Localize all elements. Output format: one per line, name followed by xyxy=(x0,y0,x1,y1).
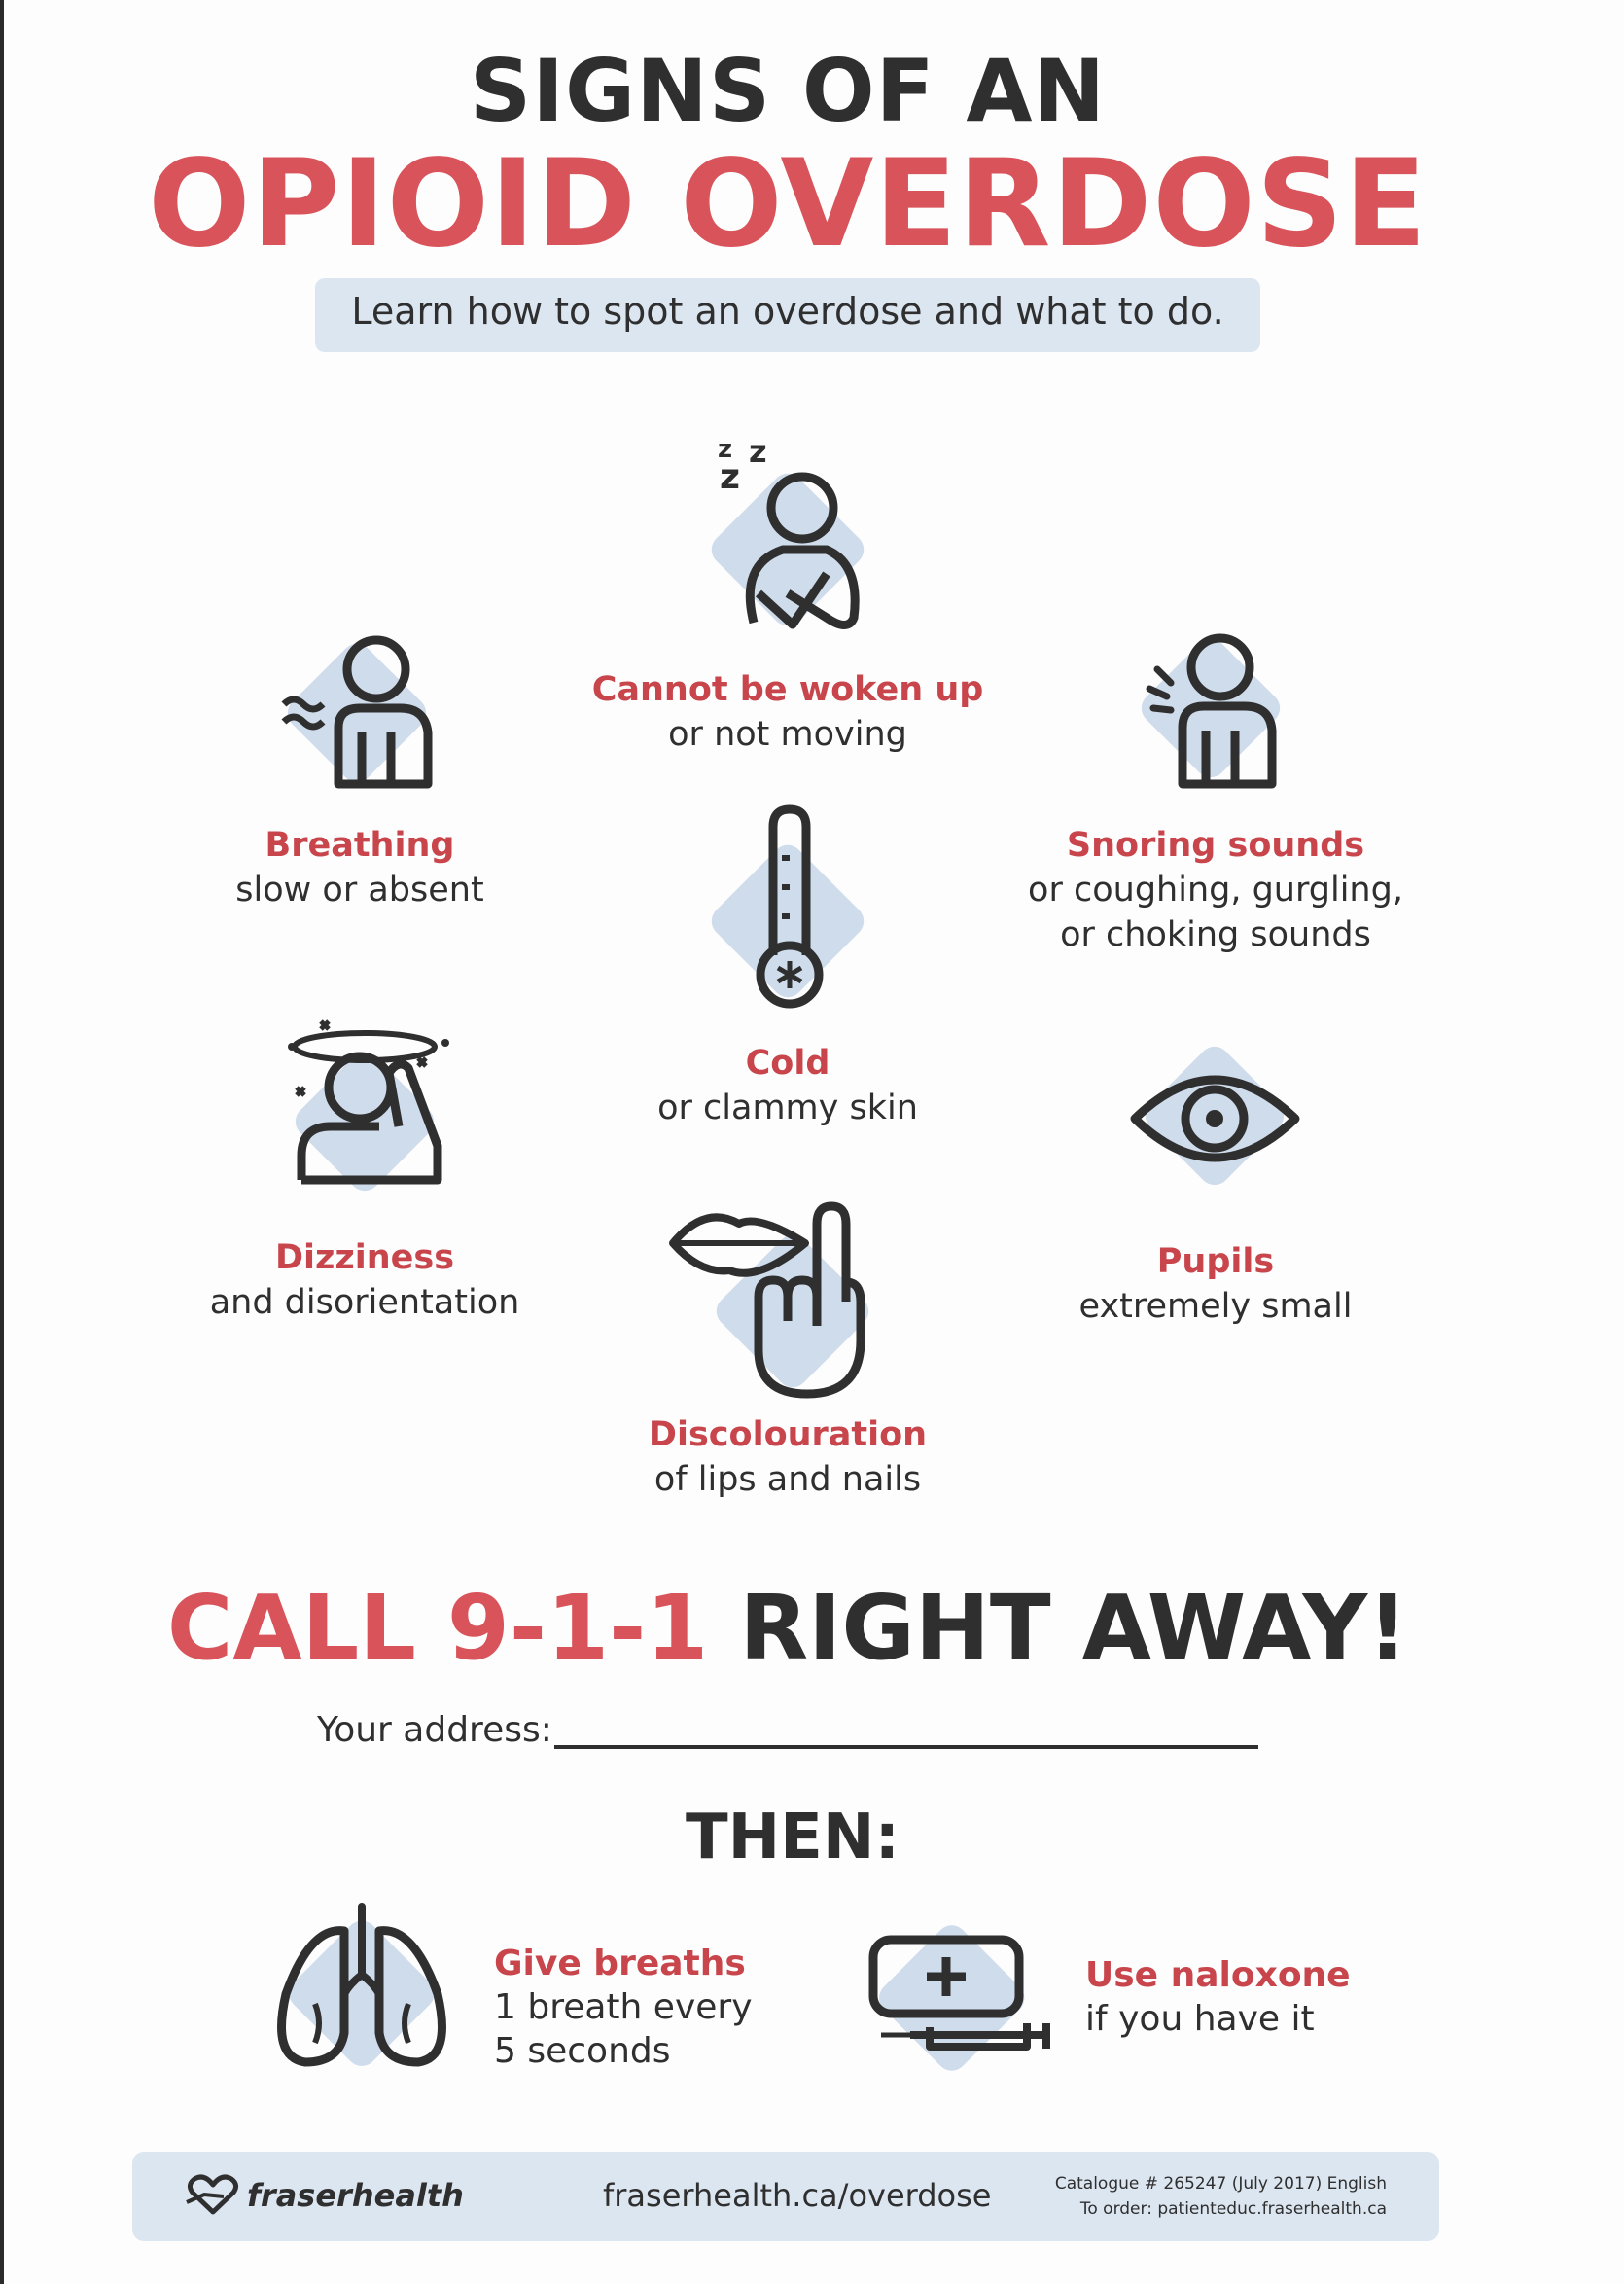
step-naloxone-text xyxy=(1085,1953,1351,2041)
step-breaths-text xyxy=(494,1942,753,2073)
subtitle: Learn how to spot an overdose and what to do. xyxy=(351,290,1224,333)
then-heading: THEN: xyxy=(685,1802,900,1874)
svg-text:z: z xyxy=(720,457,740,497)
lips-finger-icon xyxy=(661,1185,895,1418)
page-edge xyxy=(0,0,4,2284)
svg-text:z: z xyxy=(718,435,733,464)
title-line-1: SIGNS OF AN xyxy=(469,41,1107,141)
dizzy-person-icon xyxy=(263,1000,477,1233)
sign-discolouration-label xyxy=(545,1412,1031,1502)
call-911-red: CALL 9-1-1 xyxy=(166,1576,709,1680)
title-line-2: OPIOID OVERDOSE xyxy=(148,134,1428,274)
sign-snoring-highlight: Snoring sounds xyxy=(1066,826,1365,865)
eye-icon xyxy=(1111,1012,1324,1226)
sign-snoring-label xyxy=(982,823,1449,957)
breathing-person-icon xyxy=(255,611,469,825)
catalogue-number: Catalogue # 265247 (July 2017) English xyxy=(1054,2174,1387,2194)
sign-dizziness-label xyxy=(165,1235,564,1325)
sign-pupils-detail: extremely small xyxy=(1078,1287,1353,1326)
sign-woken-detail: or not moving xyxy=(668,715,907,754)
sign-pupils-label xyxy=(1021,1239,1410,1329)
fraserhealth-logo-text: fraserhealth xyxy=(247,2177,464,2214)
sign-discolouration-highlight: Discolouration xyxy=(648,1415,928,1454)
fraserhealth-logo-icon xyxy=(185,2173,241,2218)
sign-cold-highlight: Cold xyxy=(745,1044,830,1083)
lungs-icon xyxy=(257,1887,471,2101)
call-911-dark: RIGHT AWAY! xyxy=(739,1576,1409,1680)
sign-dizziness-highlight: Dizziness xyxy=(274,1238,455,1277)
sign-snoring-detail-2: or choking sounds xyxy=(1060,915,1371,954)
sign-cold-label xyxy=(545,1041,1031,1130)
sign-dizziness-detail: and disorientation xyxy=(209,1283,520,1322)
sign-woken-highlight: Cannot be woken up xyxy=(591,670,984,709)
sign-snoring-detail-1: or coughing, gurgling, xyxy=(1028,871,1403,910)
step-naloxone-highlight: Use naloxone xyxy=(1085,1955,1351,1995)
step-breaths-line-1: 1 breath every xyxy=(494,1987,753,2027)
naloxone-kit-icon xyxy=(842,1891,1066,2105)
snoring-person-icon xyxy=(1109,601,1323,815)
address-field-line[interactable] xyxy=(554,1745,1258,1749)
sign-cold-detail: or clammy skin xyxy=(657,1088,918,1127)
svg-text:z: z xyxy=(749,433,767,470)
step-breaths-line-2: 5 seconds xyxy=(494,2031,671,2071)
address-label: Your address: xyxy=(317,1710,552,1750)
sleeping-person-icon xyxy=(681,418,895,661)
order-info: To order: patienteduc.fraserhealth.ca xyxy=(1079,2199,1387,2219)
sign-woken-label xyxy=(545,667,1031,757)
sign-breathing-highlight: Breathing xyxy=(265,826,455,865)
step-naloxone-line-1: if you have it xyxy=(1085,1999,1315,2039)
sign-breathing-detail: slow or absent xyxy=(235,871,484,910)
sign-pupils-highlight: Pupils xyxy=(1156,1242,1275,1281)
footer-url[interactable]: fraserhealth.ca/overdose xyxy=(603,2177,992,2214)
sign-breathing-label xyxy=(165,823,554,912)
footer-catalogue xyxy=(1031,2171,1387,2222)
step-breaths-highlight: Give breaths xyxy=(494,1944,746,1983)
thermometer-icon xyxy=(681,800,895,1033)
call-911-heading xyxy=(0,1576,1575,1680)
sign-discolouration-detail: of lips and nails xyxy=(653,1460,922,1499)
